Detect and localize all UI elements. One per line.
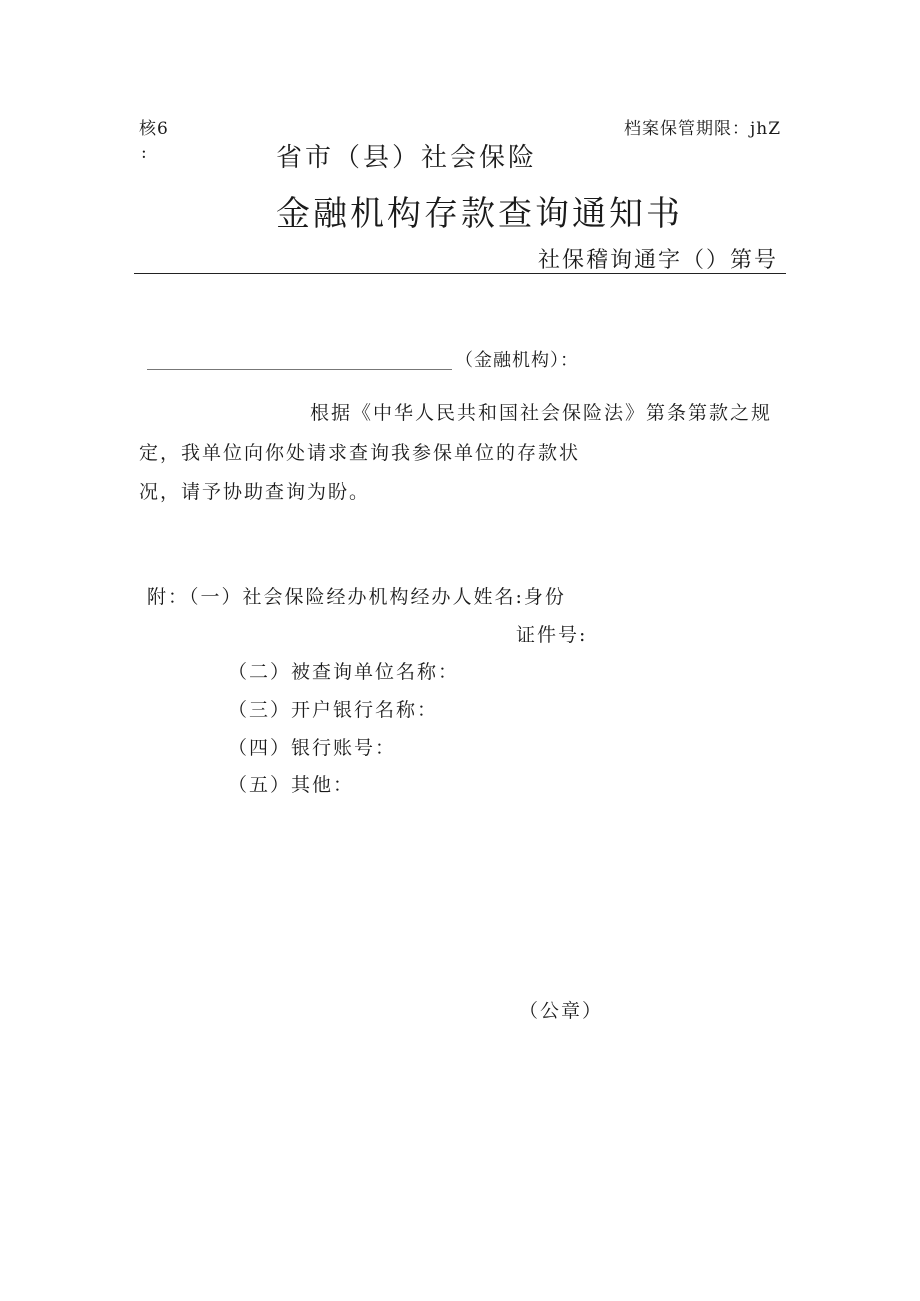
attachment-item-2: （二）被查询单位名称： [228, 661, 460, 683]
body-line-2: 定，我单位向你处请求查询我参保单位的存款状 [139, 442, 581, 464]
document-title: 金融机构存款查询通知书 [276, 194, 683, 234]
retention-period: 档案保管期限：jhZ [624, 119, 782, 139]
form-code-label: 核6 [139, 119, 169, 139]
title-line-1: 省市（县）社会保险 [276, 143, 538, 173]
addressee-suffix: （金融机构）： [455, 350, 579, 371]
form-code-colon: : [141, 143, 147, 163]
body-line-3: 况，请予协助查询为盼。 [139, 481, 371, 503]
attachment-item-5: （五）其他： [228, 774, 355, 796]
body-line-1: 根据《中华人民共和国社会保险法》第条第款之规 [310, 402, 773, 424]
official-seal-label: （公章） [519, 1000, 604, 1022]
attachment-item-4: （四）银行账号： [228, 737, 397, 759]
document-number: 社保稽询通字（）第号 [538, 248, 779, 273]
header-rule [134, 273, 786, 274]
attachment-item-3: （三）开户银行名称： [228, 699, 439, 721]
attachment-item-1-cont: 证件号: [516, 624, 588, 646]
attachment-item-1: 附：（一）社会保险经办机构经办人姓名:身份 [147, 586, 566, 608]
addressee-blank-line [147, 369, 452, 370]
